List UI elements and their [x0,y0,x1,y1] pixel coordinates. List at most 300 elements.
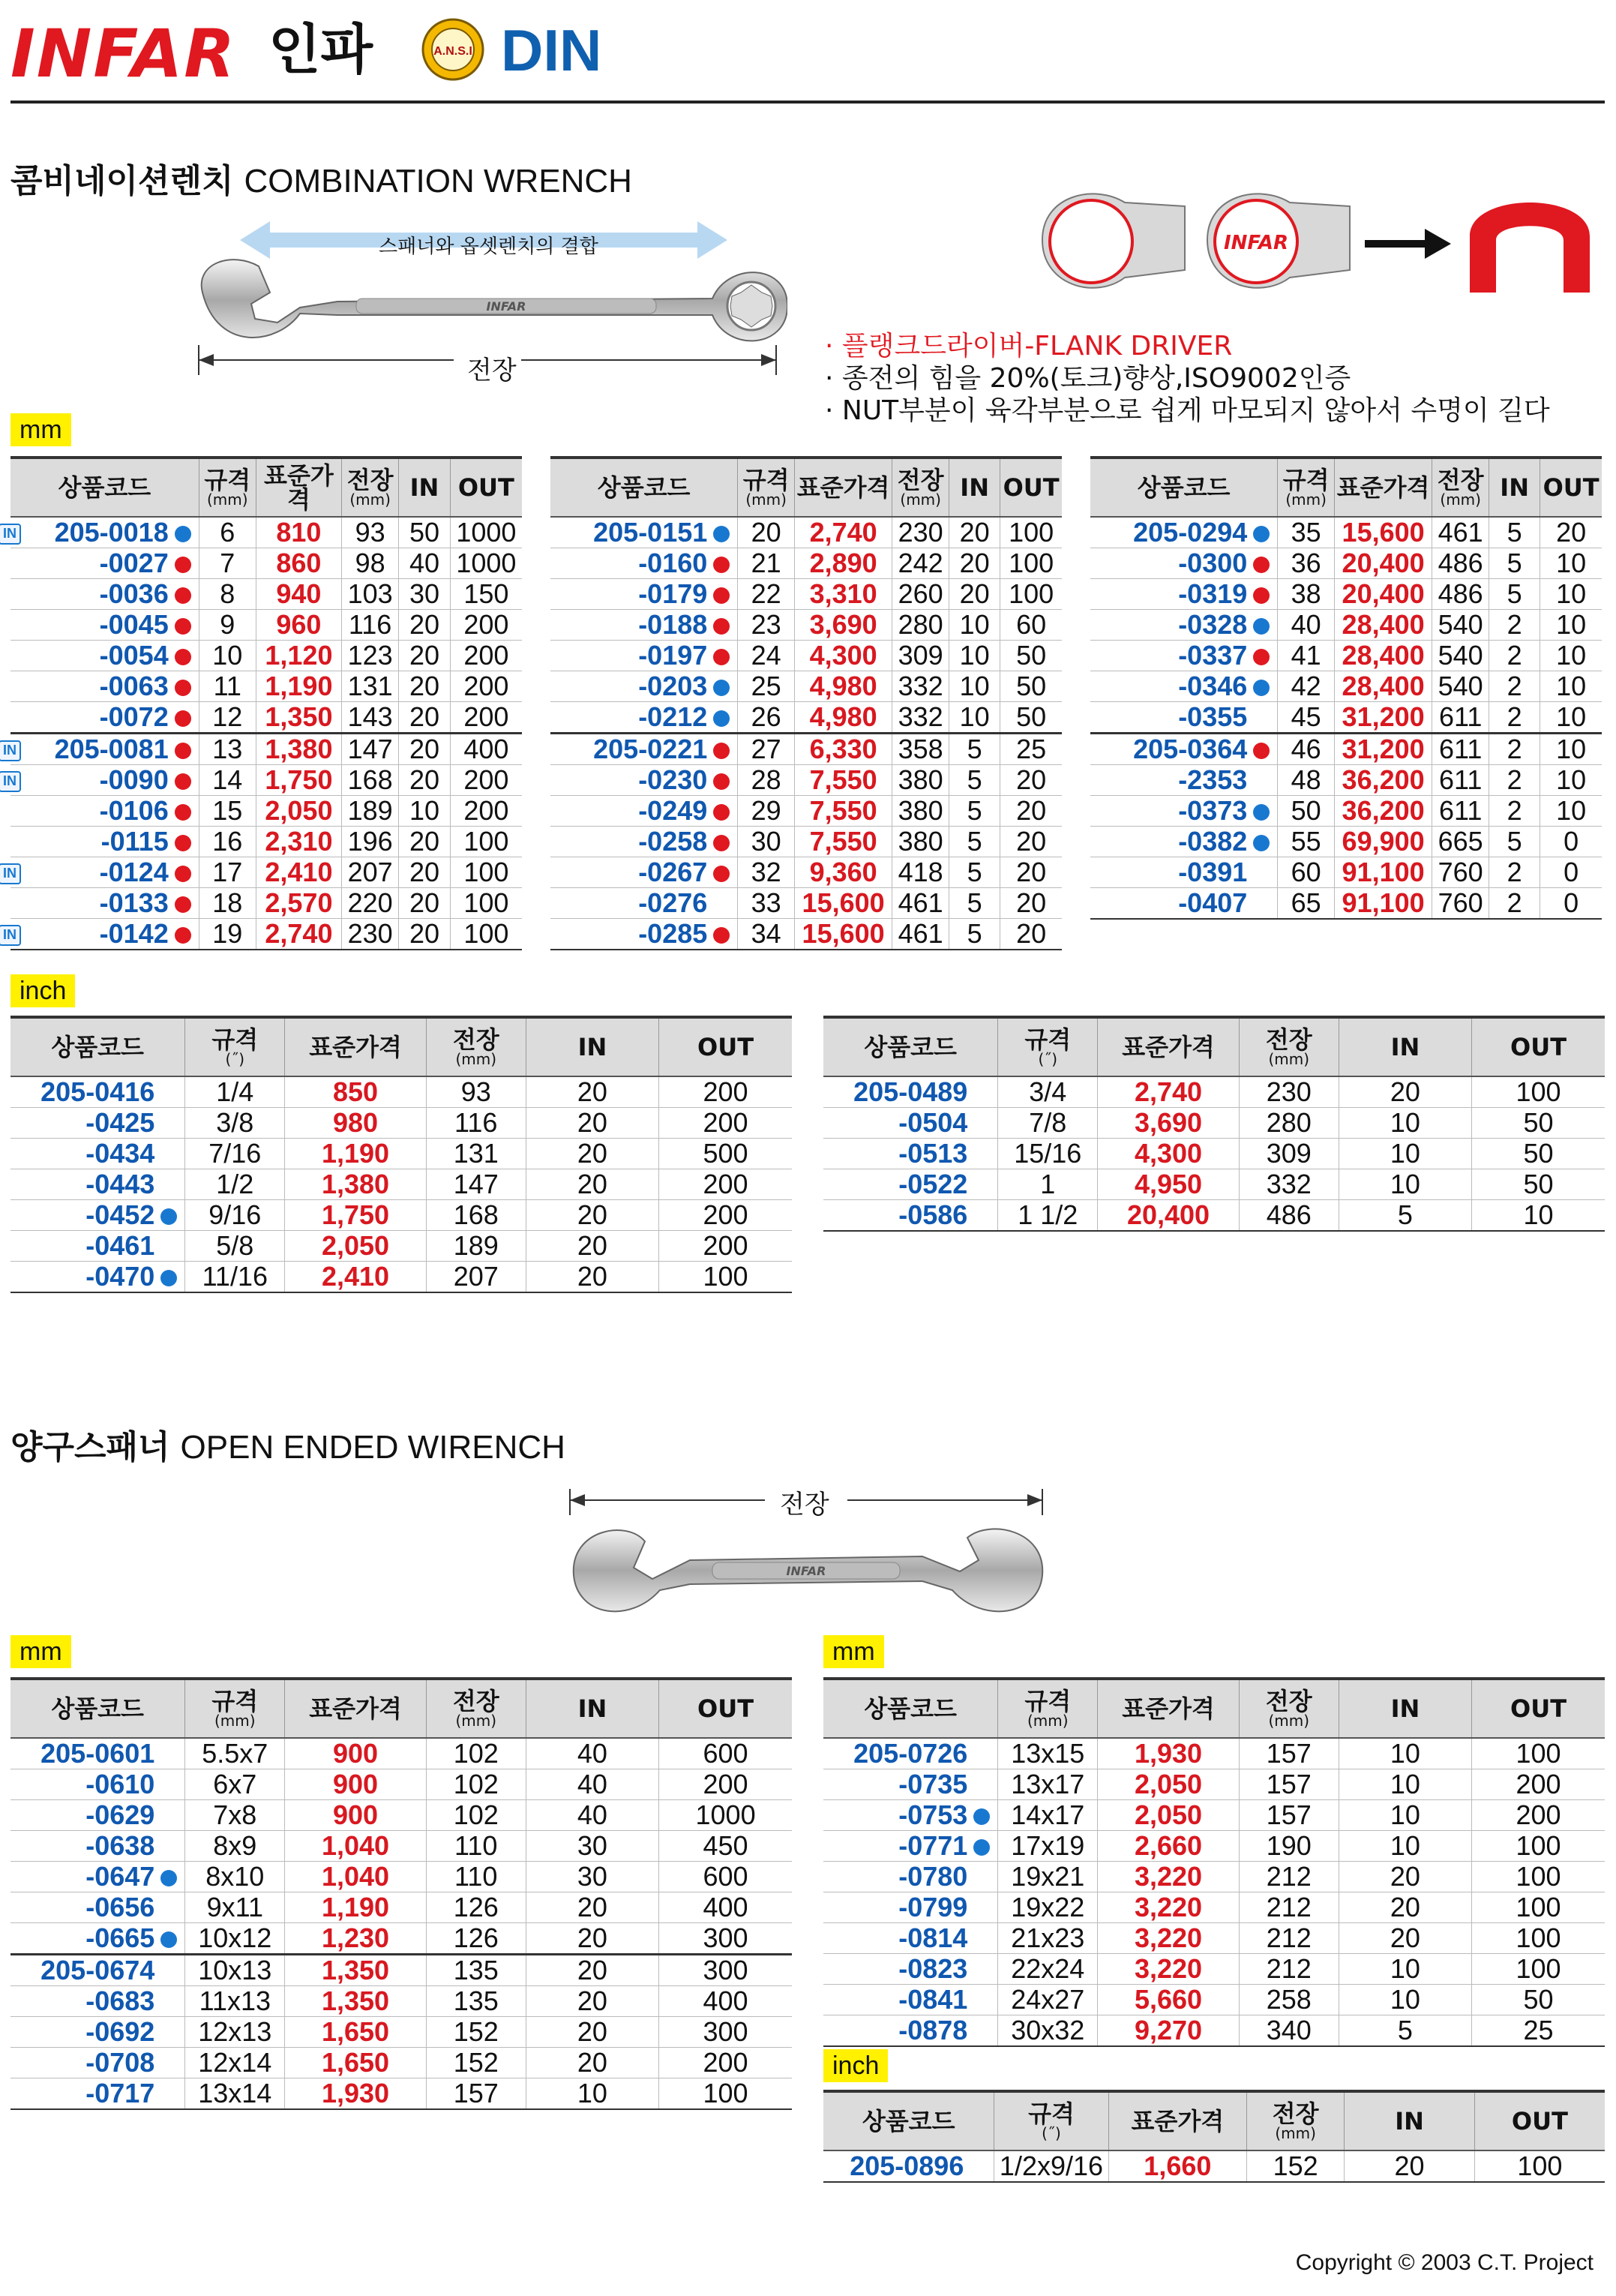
empty-dot-marker [973,1747,990,1763]
empty-dot-marker [973,1085,990,1102]
empty-dot-marker [713,896,730,913]
price-cell: 7,550 [794,765,892,796]
product-code-cell [3,918,199,950]
product-code-cell [1090,702,1278,734]
column-header-in [949,458,1000,517]
table-row [550,641,1062,671]
table-row [823,1862,1605,1892]
product-code: -0276 [638,887,708,918]
length-cell: 332 [892,671,949,702]
out-qty-cell: 400 [450,734,522,765]
column-header-unit: (mm) [900,491,941,509]
product-code-cell [1090,765,1278,796]
price-cell: 9,270 [1098,2015,1239,2047]
in-qty-cell: 20 [1339,1892,1471,1923]
size-cell: 19 [199,919,256,950]
length-cell: 309 [892,641,949,671]
table-row [550,702,1062,734]
column-header-in [526,1679,658,1738]
table-row [10,888,522,919]
table-row [10,827,522,857]
product-code-cell [10,548,199,579]
in-qty-cell: 20 [526,1892,658,1923]
in-qty-cell: 5 [949,765,1000,796]
product-code: -0814 [898,1922,968,1953]
product-code: -0133 [99,887,169,918]
product-code: -0656 [85,1892,155,1922]
product-code: -0504 [898,1107,968,1138]
column-header-label: 상품코드 [1137,473,1231,502]
combination-wrench-stamp: INFAR [486,299,526,314]
out-qty-cell: 0 [1540,857,1602,888]
length-cell: 486 [1239,1200,1339,1232]
combination-inch-table-2 [823,1016,1605,1232]
blue-dot-marker [1253,526,1270,542]
price-cell: 7,550 [794,827,892,857]
size-cell: 6 [199,517,256,548]
product-code-cell [823,1862,998,1892]
out-qty-cell: 200 [450,796,522,827]
size-cell: 11 [199,671,256,702]
empty-dot-marker [160,1994,177,2011]
size-cell: 7/8 [998,1108,1098,1139]
size-cell: 23 [738,610,795,641]
product-code-cell [1090,579,1278,610]
product-code: -0090 [99,764,169,795]
product-code-cell [550,827,738,857]
price-cell: 4,980 [794,671,892,702]
table-row [1090,517,1602,548]
out-qty-cell: 20 [1000,857,1062,888]
length-cell: 152 [426,2017,526,2048]
column-header-length [1247,2091,1345,2150]
column-header-label: 규격 [204,466,251,494]
table-row [823,2015,1605,2047]
header-divider [10,101,1605,104]
unit-label-inch: inch [10,974,75,1007]
column-header-label: 상품코드 [51,1694,144,1723]
column-header-out [1472,1679,1605,1738]
size-cell: 15 [199,796,256,827]
blue-dot-marker [160,1270,177,1286]
price-cell: 2,570 [256,888,341,919]
column-header-label: 전장 [1272,2099,1319,2128]
out-qty-cell: 200 [450,671,522,702]
in-qty-cell: 20 [526,1955,658,1986]
product-code-cell [10,1862,185,1892]
in-qty-cell: 2 [1489,765,1540,796]
price-cell: 2,740 [1098,1076,1239,1108]
red-dot-marker [175,896,191,913]
column-header-size [185,1017,285,1076]
combination-mm-table-3 [1090,456,1602,920]
product-code: -0258 [638,826,708,857]
size-cell: 26 [738,702,795,734]
size-cell: 8x10 [185,1862,285,1892]
size-cell: 41 [1278,641,1335,671]
feature-bullet-1: · 플랭크드라이버-FLANK DRIVER [825,331,1233,362]
size-cell: 12x13 [185,2017,285,2048]
product-code: -0425 [85,1107,155,1138]
feature-bullet-3: · NUT부분이 육각부분으로 쉽게 마모되지 않아서 수명이 길다 [825,395,1550,426]
out-qty-cell: 10 [1540,610,1602,641]
column-header-label: 규격 [211,1687,259,1715]
product-code-cell [550,702,738,734]
empty-dot-marker [973,1993,990,2009]
price-cell: 6,330 [794,734,892,765]
in-qty-cell: 40 [399,548,451,579]
price-cell: 91,100 [1334,857,1432,888]
out-qty-cell: 200 [450,610,522,641]
in-qty-cell: 20 [399,857,451,888]
product-code: -0717 [85,2078,155,2108]
size-cell: 11x13 [185,1986,285,2017]
red-dot-marker [713,557,730,573]
table-row [1090,579,1602,610]
in-qty-cell: 20 [399,734,451,765]
in-qty-cell: 20 [949,579,1000,610]
open-title-kr: 양구스패너 [10,1428,170,1466]
length-cell: 230 [892,517,949,548]
length-cell: 116 [342,610,399,641]
table-row [10,2048,792,2078]
column-header-label: 상품코드 [862,2107,955,2135]
column-header-code [10,458,199,517]
product-code-cell [10,1769,185,1800]
column-header-length [1239,1679,1339,1738]
product-code: -0382 [1178,826,1248,857]
column-header-label: 표준가격 [796,473,890,502]
red-dot-marker [713,927,730,944]
table-row [10,548,522,579]
product-code: 205-0674 [40,1955,155,1985]
column-header-label: 전장 [1265,1025,1312,1054]
out-qty-cell: 200 [1472,1800,1605,1831]
product-code-cell [550,641,738,671]
feature-bullet-2: · 종전의 힘을 20%(토크)향상,ISO9002인증 [825,363,1351,394]
size-cell: 7x8 [185,1800,285,1831]
size-cell: 7 [199,548,256,579]
column-header-price [285,1017,426,1076]
price-cell: 810 [256,517,341,548]
empty-dot-marker [973,1116,990,1133]
column-header-size [998,1017,1098,1076]
column-header-label: IN [1390,1694,1420,1723]
in-stock-badge: IN [0,925,21,946]
product-code: -0407 [1178,887,1248,918]
table-row [823,1985,1605,2015]
product-code-cell [1090,796,1278,827]
out-qty-cell: 10 [1540,796,1602,827]
size-cell: 55 [1278,827,1335,857]
column-header-price [1098,1017,1239,1076]
price-cell: 20,400 [1098,1200,1239,1232]
product-code-cell [10,1738,185,1769]
length-cell: 102 [426,1800,526,1831]
size-cell: 48 [1278,765,1335,796]
table-row [1090,641,1602,671]
table-row [550,765,1062,796]
red-dot-marker [175,835,191,851]
product-code: -0106 [99,795,169,826]
column-header-price [1098,1679,1239,1738]
column-header-label: 규격 [1024,1025,1072,1054]
length-cell: 147 [426,1169,526,1200]
in-qty-cell: 40 [526,1769,658,1800]
product-code: -0115 [100,826,169,857]
out-qty-cell: 50 [1472,1139,1605,1169]
product-code: -0629 [85,1799,155,1830]
in-qty-cell: 2 [1489,734,1540,765]
out-qty-cell: 100 [1472,1892,1605,1923]
column-header-label: 규격 [211,1025,259,1054]
length-cell: 102 [426,1769,526,1800]
in-qty-cell: 20 [949,517,1000,548]
length-cell: 131 [426,1139,526,1169]
size-cell: 17 [199,857,256,888]
out-qty-cell: 100 [659,2078,792,2110]
product-code: -0203 [638,671,708,701]
empty-dot-marker [973,1778,990,1794]
product-code-cell [823,2015,998,2047]
price-cell: 1,660 [1108,2150,1246,2182]
product-code-cell [823,1954,998,1985]
length-cell: 126 [426,1923,526,1955]
product-code-cell [10,1986,185,2017]
in-qty-cell: 5 [1489,579,1540,610]
length-cell: 486 [1432,579,1489,610]
price-cell: 4,950 [1098,1169,1239,1200]
in-qty-cell: 2 [1489,888,1540,920]
brand-logo: INFAR [10,15,237,92]
product-code: -0610 [85,1769,155,1799]
column-header-in [1339,1679,1471,1738]
length-cell: 760 [1432,857,1489,888]
length-cell: 123 [342,641,399,671]
product-code: -0735 [898,1769,968,1799]
out-qty-cell: 450 [659,1831,792,1862]
in-qty-cell: 10 [399,796,451,827]
out-qty-cell: 100 [659,1262,792,1293]
product-code-cell [550,517,738,548]
product-code-cell [1090,548,1278,579]
table-row [823,1076,1605,1108]
column-header-in [399,458,451,517]
product-code-cell [10,2078,185,2110]
product-code: -0355 [1178,701,1248,732]
product-code-cell [10,796,199,827]
price-cell: 69,900 [1334,827,1432,857]
table-row [10,1108,792,1139]
length-cell: 760 [1432,888,1489,920]
price-cell: 1,930 [1098,1738,1239,1769]
in-qty-cell: 20 [526,1108,658,1139]
table-row [10,2017,792,2048]
out-qty-cell: 100 [1472,1076,1605,1108]
table-row [550,548,1062,579]
column-header-unit: (mm) [1285,491,1327,509]
product-code-cell [10,1076,185,1108]
in-qty-cell: 5 [949,857,1000,888]
standard-label: DIN [501,17,602,83]
product-code-cell [1090,671,1278,702]
column-header-price [256,458,341,517]
column-header-label: 규격 [1282,466,1330,494]
table-row [10,1076,792,1108]
out-qty-cell: 50 [1472,1169,1605,1200]
price-cell: 1,380 [285,1169,426,1200]
length-cell: 189 [426,1231,526,1262]
column-header-label: IN [409,473,439,502]
length-cell: 189 [342,796,399,827]
table-row [1090,765,1602,796]
in-qty-cell: 20 [526,1923,658,1955]
price-cell: 5,660 [1098,1985,1239,2015]
size-cell: 10 [199,641,256,671]
size-cell: 42 [1278,671,1335,702]
product-code: -0054 [99,640,169,671]
table-row [10,857,522,888]
blue-dot-marker [1253,804,1270,821]
product-code-cell [823,1831,998,1862]
out-qty-cell: 400 [659,1986,792,2017]
product-code-cell [1090,734,1278,765]
size-cell: 28 [738,765,795,796]
product-code: -0337 [1178,640,1248,671]
product-code-cell [550,610,738,641]
size-cell: 7/16 [185,1139,285,1169]
flank-drive-illustration [1027,180,1597,308]
product-code-cell [823,1108,998,1139]
red-dot-marker [713,587,730,604]
open-unit-label-mm-1: mm [10,1635,71,1668]
table-row [1090,888,1602,920]
out-qty-cell: 20 [1000,919,1062,950]
length-cell: 358 [892,734,949,765]
in-qty-cell: 20 [399,765,451,796]
out-qty-cell: 200 [659,1231,792,1262]
column-header-label: 표준가격 [309,1033,402,1061]
product-code: -0692 [85,2016,155,2047]
length-cell: 212 [1239,1954,1339,1985]
product-code-cell [1090,641,1278,671]
price-cell: 3,220 [1098,1862,1239,1892]
in-qty-cell: 2 [1489,857,1540,888]
in-qty-cell: 2 [1489,702,1540,734]
price-cell: 860 [256,548,341,579]
in-qty-cell: 10 [526,2078,658,2110]
column-header-label: 표준가격 [264,461,334,514]
product-code: -0319 [1178,578,1248,609]
column-header-price [1334,458,1432,517]
column-header-code [550,458,738,517]
product-code-cell [10,1262,185,1293]
table-header-row [10,1017,792,1076]
price-cell: 3,690 [794,610,892,641]
product-code: -0841 [898,1984,968,2015]
column-header-in [1345,2091,1475,2150]
in-qty-cell: 2 [1489,641,1540,671]
price-cell: 20,400 [1334,548,1432,579]
price-cell: 2,050 [1098,1800,1239,1831]
product-code: -0683 [85,1985,155,2016]
product-code: 205-0221 [593,734,708,764]
length-cell: 380 [892,796,949,827]
brand-korean-name: 인파 [268,18,373,81]
length-cell: 157 [426,2078,526,2110]
in-qty-cell: 5 [1489,548,1540,579]
red-dot-marker [713,773,730,790]
length-cell: 340 [1239,2015,1339,2047]
product-code: -0443 [85,1169,155,1199]
column-header-size [1278,458,1335,517]
out-qty-cell: 200 [450,765,522,796]
out-qty-cell: 60 [1000,610,1062,641]
column-header-label: IN [1395,2107,1424,2135]
column-header-unit: (mm) [1440,491,1481,509]
empty-dot-marker [160,1778,177,1794]
price-cell: 20,400 [1334,579,1432,610]
price-cell: 2,410 [256,857,341,888]
column-header-out [1474,2091,1605,2150]
table-row [550,610,1062,641]
in-qty-cell: 30 [399,579,451,610]
column-header-unit: (mm) [745,491,787,509]
size-cell: 34 [738,919,795,950]
empty-dot-marker [973,1208,990,1225]
length-cell: 152 [426,2048,526,2078]
table-row [10,1200,792,1231]
product-code-cell [3,764,199,796]
product-code: -0142 [99,918,169,949]
product-code: -0647 [85,1861,155,1892]
column-header-label: OUT [1511,2107,1568,2135]
in-qty-cell: 20 [526,1986,658,2017]
price-cell: 2,050 [256,796,341,827]
out-qty-cell: 100 [450,919,522,950]
open-mm-table-2 [823,1677,1605,2047]
blue-dot-marker [973,1808,990,1825]
in-qty-cell: 10 [1339,1954,1471,1985]
table-header-row [823,2091,1605,2150]
empty-dot-marker [973,1178,990,1194]
column-header-label: OUT [1003,473,1060,502]
length-cell: 135 [426,1955,526,1986]
in-qty-cell: 10 [949,641,1000,671]
table-row [10,796,522,827]
length-cell: 168 [342,765,399,796]
out-qty-cell: 10 [1540,671,1602,702]
length-cell: 332 [892,702,949,734]
table-row [550,857,1062,888]
size-cell: 24 [738,641,795,671]
empty-dot-marker [160,2025,177,2042]
open-mm-table-1 [10,1677,792,2110]
column-header-label: 규격 [1028,2099,1075,2128]
product-code-cell [823,1738,998,1769]
column-header-price [794,458,892,517]
in-qty-cell: 5 [949,796,1000,827]
price-cell: 1,650 [285,2048,426,2078]
size-cell: 10x13 [185,1955,285,1986]
combination-title [10,162,632,200]
in-qty-cell: 20 [1339,1862,1471,1892]
price-cell: 3,310 [794,579,892,610]
in-qty-cell: 10 [949,610,1000,641]
price-cell: 28,400 [1334,610,1432,641]
price-cell: 1,230 [285,1923,426,1955]
size-cell: 8x9 [185,1831,285,1862]
